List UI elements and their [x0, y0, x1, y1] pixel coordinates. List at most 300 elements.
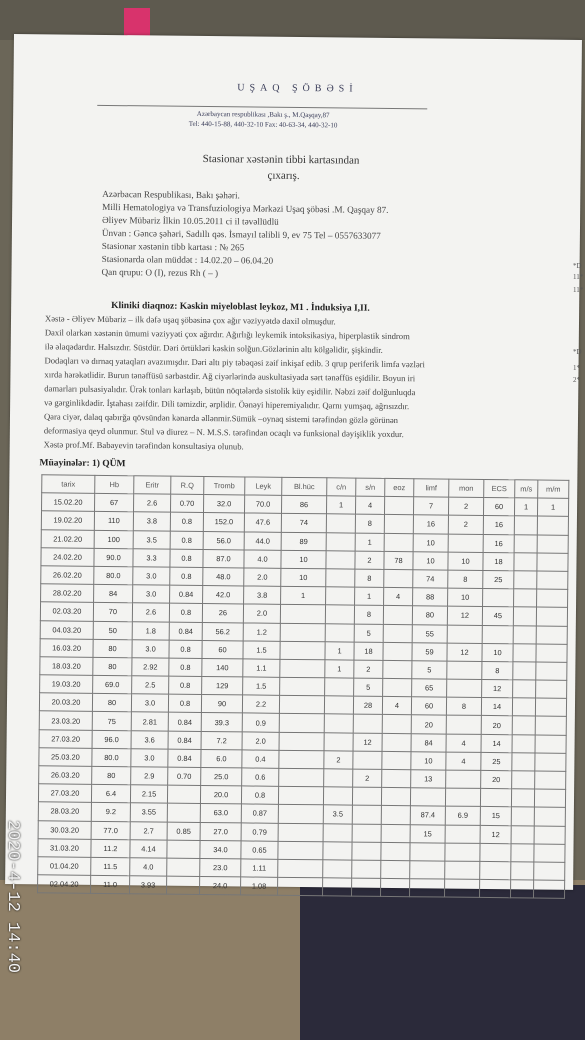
value-cell: [536, 607, 567, 626]
value-cell: [512, 734, 535, 752]
value-cell: 2: [354, 660, 383, 678]
value-cell: 3.0: [131, 749, 168, 768]
value-cell: [324, 696, 353, 714]
value-cell: 60: [202, 640, 243, 659]
value-cell: 2.7: [130, 821, 167, 840]
value-cell: [480, 843, 511, 862]
value-cell: 80.0: [94, 566, 133, 585]
value-cell: [479, 880, 510, 899]
value-cell: [381, 788, 410, 806]
value-cell: 1.08: [240, 877, 277, 896]
date-cell: 21.02.20: [41, 529, 94, 548]
value-cell: 12: [480, 825, 511, 844]
value-cell: [514, 589, 537, 607]
column-header: Leyk: [245, 477, 282, 496]
column-header: mon: [449, 479, 484, 498]
value-cell: 80: [412, 606, 447, 625]
value-cell: 0.79: [241, 822, 278, 841]
value-cell: 8: [355, 569, 384, 587]
value-cell: 23.0: [200, 858, 241, 877]
value-cell: 2: [324, 751, 353, 769]
date-cell: 26.02.20: [41, 566, 94, 585]
column-header: Bl.hüc: [282, 477, 327, 496]
value-cell: [353, 715, 382, 733]
value-cell: 2.9: [131, 767, 168, 786]
value-cell: 78: [384, 551, 413, 569]
hospital-phones: Tel: 440-15-88, 440-32-10 Fax: 40-63-34, 440-32-10: [188, 119, 338, 130]
value-cell: 1.8: [132, 621, 169, 640]
value-cell: 11.5: [91, 857, 130, 876]
value-cell: [167, 858, 200, 877]
value-cell: [536, 662, 567, 681]
value-cell: [323, 860, 352, 878]
value-cell: 12: [447, 643, 482, 662]
value-cell: [384, 497, 413, 515]
value-cell: [352, 824, 381, 842]
value-cell: [325, 605, 354, 623]
value-cell: 0.8: [168, 694, 201, 713]
value-cell: [326, 587, 355, 605]
value-cell: 16: [413, 515, 448, 534]
value-cell: 2.0: [244, 568, 281, 587]
value-cell: 4.0: [130, 858, 167, 877]
value-cell: 47.6: [244, 513, 281, 532]
value-cell: [534, 844, 565, 863]
value-cell: [410, 861, 445, 880]
history-line: xırda hərəkətlidir. Burun tənəffüsü sərbəstdir. Ağ ciyərlərində auskultasiyada sərt tənəffüs eşidilir. Boyun iri: [44, 369, 416, 384]
value-cell: 11.0: [91, 875, 130, 894]
value-cell: 16: [483, 534, 514, 553]
value-cell: 44.0: [244, 532, 281, 551]
value-cell: [536, 644, 567, 663]
value-cell: 0.8: [169, 658, 202, 677]
value-cell: 4: [446, 734, 481, 753]
stay-period-line: Stasionarda olan müddət : 14.02.20 – 06.04.20: [101, 253, 274, 266]
value-cell: [325, 623, 354, 641]
value-cell: [514, 553, 537, 571]
value-cell: [512, 698, 535, 716]
value-cell: [535, 771, 566, 790]
clinical-diagnosis: Kliniki diaqnoz: Kəskin miyeloblast leykoz, M1 . İnduksiya I,II.: [111, 301, 370, 314]
value-cell: 27.0: [200, 822, 241, 841]
value-cell: 15: [480, 807, 511, 826]
patient-name-line: Əliyev Mübariz İlkin 10.05.2011 ci il təvəllüdlü: [102, 214, 279, 227]
value-cell: [279, 750, 324, 769]
margin-note: *D: [573, 262, 582, 270]
value-cell: [447, 679, 482, 698]
value-cell: [383, 678, 412, 696]
value-cell: 0.8: [169, 640, 202, 659]
value-cell: [326, 569, 355, 587]
value-cell: 96.0: [92, 730, 131, 749]
value-cell: [511, 789, 534, 807]
column-header: s/n: [356, 478, 385, 496]
value-cell: [382, 751, 411, 769]
value-cell: [352, 805, 381, 823]
value-cell: 3.6: [131, 730, 168, 749]
value-cell: 1: [325, 660, 354, 678]
value-cell: [383, 606, 412, 624]
history-line: damarları pulsasiyalıdır. Ürək tonları karlaşıb, bütün nöqtələrdə sistolik küy eşidilir. Nəbzi zəif dolğunluqda: [44, 383, 416, 398]
value-cell: 4: [384, 588, 413, 606]
hospital-address: Azərbaycan respublikası ,Bakı ş., M.Qaşqay,87: [196, 109, 330, 120]
value-cell: 32.0: [203, 495, 244, 514]
value-cell: 16: [483, 516, 514, 535]
value-cell: [511, 843, 534, 861]
value-cell: [512, 771, 535, 789]
margin-note: 11*: [573, 273, 584, 281]
value-cell: 12: [482, 679, 513, 698]
value-cell: [447, 661, 482, 680]
value-cell: 0.87: [241, 804, 278, 823]
value-cell: [381, 842, 410, 860]
value-cell: 8: [446, 697, 481, 716]
value-cell: [326, 532, 355, 550]
value-cell: [537, 516, 568, 535]
value-cell: [511, 825, 534, 843]
value-cell: 8: [355, 514, 384, 532]
date-cell: 02.04.20: [38, 875, 91, 894]
value-cell: 4: [382, 697, 411, 715]
value-cell: [513, 680, 536, 698]
value-cell: [322, 878, 351, 896]
value-cell: [280, 659, 325, 678]
value-cell: [514, 534, 537, 552]
value-cell: 59: [412, 642, 447, 661]
column-header: R.Q: [171, 476, 204, 495]
value-cell: [535, 735, 566, 754]
value-cell: 4.0: [244, 550, 281, 569]
value-cell: 2.2: [242, 695, 279, 714]
value-cell: [537, 535, 568, 554]
value-cell: 13: [411, 770, 446, 789]
value-cell: [278, 805, 323, 824]
value-cell: [280, 677, 325, 696]
value-cell: 6.9: [445, 806, 480, 825]
value-cell: [381, 860, 410, 878]
value-cell: [511, 807, 534, 825]
value-cell: 0.8: [169, 603, 202, 622]
history-line: və gərginlikdədir. İştahası zəifdir. Dili təmizdir, ərplidir. Öənəyi hiperemiyalıdır. Qarnı yumşaq, ağrısızdır.: [44, 397, 410, 412]
value-cell: 0.84: [170, 585, 203, 604]
value-cell: [534, 789, 565, 808]
value-cell: 10: [281, 550, 326, 569]
value-cell: 110: [94, 512, 133, 531]
history-line: Xəstə prof.Mf. Babayevin tərəfindən konsultasiya olunub.: [43, 439, 244, 452]
value-cell: 25: [483, 570, 514, 589]
value-cell: 10: [448, 552, 483, 571]
value-cell: 4: [446, 752, 481, 771]
value-cell: 0.6: [242, 768, 279, 787]
value-cell: [409, 879, 444, 898]
value-cell: 10: [482, 643, 513, 662]
date-cell: 30.03.20: [38, 820, 91, 839]
value-cell: 12: [353, 733, 382, 751]
value-cell: 0.84: [168, 713, 201, 732]
value-cell: 0.8: [241, 786, 278, 805]
value-cell: 18: [354, 642, 383, 660]
value-cell: [352, 842, 381, 860]
value-cell: 90.0: [94, 548, 133, 567]
value-cell: 74: [413, 570, 448, 589]
value-cell: 10: [413, 551, 448, 570]
column-header: limf: [414, 479, 449, 498]
value-cell: 0.84: [169, 622, 202, 641]
value-cell: 0.8: [170, 549, 203, 568]
value-cell: [533, 880, 564, 899]
value-cell: [537, 553, 568, 572]
value-cell: [444, 879, 479, 898]
value-cell: 67: [95, 494, 134, 513]
value-cell: 70.0: [244, 495, 281, 514]
value-cell: 10: [413, 533, 448, 552]
value-cell: 1: [355, 533, 384, 551]
value-cell: 3.5: [133, 530, 170, 549]
value-cell: 0.8: [170, 531, 203, 550]
value-cell: [351, 878, 380, 896]
value-cell: [381, 824, 410, 842]
value-cell: 60: [411, 697, 446, 716]
value-cell: 84: [411, 733, 446, 752]
value-cell: 2: [355, 551, 384, 569]
value-cell: 0.84: [168, 749, 201, 768]
value-cell: 63.0: [200, 804, 241, 823]
value-cell: 87.4: [410, 806, 445, 825]
value-cell: [535, 698, 566, 717]
value-cell: [510, 880, 533, 898]
value-cell: 3.8: [244, 586, 281, 605]
value-cell: 2.92: [132, 658, 169, 677]
date-cell: 02.03.20: [40, 602, 93, 621]
value-cell: 3.0: [133, 567, 170, 586]
info-line: Azərbacan Respublikası, Bakı şəhəri.: [102, 188, 240, 201]
value-cell: 55: [412, 624, 447, 643]
value-cell: 84: [94, 584, 133, 603]
date-cell: 27.03.20: [38, 784, 91, 803]
value-cell: [383, 642, 412, 660]
value-cell: [324, 732, 353, 750]
value-cell: 0.4: [242, 750, 279, 769]
value-cell: 2.0: [242, 732, 279, 751]
value-cell: 20: [481, 770, 512, 789]
value-cell: 2: [448, 497, 483, 516]
value-cell: 88: [413, 588, 448, 607]
value-cell: 80: [93, 657, 132, 676]
value-cell: [279, 768, 324, 787]
value-cell: [352, 860, 381, 878]
value-cell: [514, 571, 537, 589]
value-cell: 28: [353, 696, 382, 714]
value-cell: [446, 770, 481, 789]
value-cell: 3.5: [323, 805, 352, 823]
address-line: Ünvan : Gəncə şəhəri, Sadıllı qəs. İsmayıl təlibli 9, ev 75 Tel – 0557633077: [101, 227, 381, 241]
value-cell: 14: [481, 734, 512, 753]
value-cell: 7: [413, 497, 448, 516]
value-cell: 7.2: [201, 731, 242, 750]
value-cell: 0.70: [168, 767, 201, 786]
value-cell: 1.1: [243, 659, 280, 678]
value-cell: 14: [481, 698, 512, 717]
value-cell: 26: [202, 604, 243, 623]
column-header: c/n: [327, 478, 356, 496]
value-cell: 20: [481, 716, 512, 735]
value-cell: 45: [482, 607, 513, 626]
history-line: ilə əlaqədardır. Halsızdır. Süstdür. Dəri örtükləri kəskin solğun.Gözlərinin altı kölgəlidir, şişkindir.: [44, 341, 383, 355]
value-cell: 1.2: [243, 622, 280, 641]
history-line: Dodaqları və dırnaq yataqları avazımışdır. Dəri altı piy təbəqəsi zəif inkişaf edib. 3 qrup periferik limfa vəzləri: [44, 355, 425, 370]
value-cell: 9.2: [91, 803, 130, 822]
value-cell: 8: [482, 661, 513, 680]
value-cell: 34.0: [200, 840, 241, 859]
column-header: eoz: [385, 478, 414, 496]
value-cell: 87.0: [203, 549, 244, 568]
value-cell: 3.93: [129, 876, 166, 895]
date-cell: 24.02.20: [41, 548, 94, 567]
value-cell: [512, 716, 535, 734]
value-cell: [382, 769, 411, 787]
value-cell: [480, 861, 511, 880]
pink-folder-tab: [124, 8, 150, 38]
date-cell: 01.04.20: [38, 857, 91, 876]
value-cell: 60: [483, 498, 514, 517]
value-cell: [512, 753, 535, 771]
value-cell: 75: [92, 712, 131, 731]
value-cell: 2.0: [243, 604, 280, 623]
value-cell: 10: [411, 752, 446, 771]
value-cell: 4: [355, 496, 384, 514]
value-cell: 2.15: [130, 785, 167, 804]
value-cell: [383, 624, 412, 642]
value-cell: 2.5: [132, 676, 169, 695]
value-cell: [410, 788, 445, 807]
history-line: deformasiya qeyd olunmur. Stul və diurez – N. M.S.S. tərəfindən ocaqlı və funksional dəyişiklik yoxdur.: [43, 425, 404, 440]
value-cell: 24.0: [199, 877, 240, 896]
value-cell: [513, 643, 536, 661]
value-cell: 5: [354, 678, 383, 696]
value-cell: 2: [353, 769, 382, 787]
value-cell: 56.0: [203, 531, 244, 550]
dark-fabric: [300, 885, 585, 1040]
value-cell: 18: [483, 552, 514, 571]
blood-test-table: [37, 474, 569, 899]
history-line: Qara ciyər, dalaq qabırğa qövsündən kənarda əllənmir.Sümük –oynaq sistemi tərəfindən gözlə görünən: [43, 411, 399, 426]
value-cell: 8: [448, 570, 483, 589]
date-cell: 31.03.20: [38, 839, 91, 858]
value-cell: [323, 823, 352, 841]
history-line: Daxil olarkən xəstənin ümumi vəziyyəti çox ağırdır. Ağırlığı leykemik intoksikasiya, hiperplastik sindrom: [44, 327, 410, 342]
margin-note: 2*: [573, 376, 580, 384]
date-cell: 27.03.20: [39, 729, 92, 748]
value-cell: [167, 840, 200, 859]
value-cell: [384, 515, 413, 533]
value-cell: [324, 714, 353, 732]
margin-note: 11*: [573, 286, 584, 294]
value-cell: 2: [448, 515, 483, 534]
value-cell: 6.4: [91, 785, 130, 804]
value-cell: [382, 733, 411, 751]
value-cell: 1: [325, 641, 354, 659]
value-cell: 80.0: [92, 748, 131, 767]
margin-note: 1*: [573, 364, 580, 372]
date-cell: 16.03.20: [40, 638, 93, 657]
document-title: Stasionar xəstənin tibbi kartasından: [202, 152, 360, 167]
value-cell: 1.5: [243, 641, 280, 660]
value-cell: [166, 876, 199, 895]
value-cell: 2.81: [131, 712, 168, 731]
value-cell: 20: [411, 715, 446, 734]
value-cell: 1.11: [241, 859, 278, 878]
value-cell: [279, 696, 324, 715]
value-cell: 80: [92, 694, 131, 713]
blood-group-line: Qan qrupu: O (I), rezus Rh ( – ): [101, 266, 219, 279]
value-cell: [536, 680, 567, 699]
value-cell: 0.8: [170, 567, 203, 586]
value-cell: [534, 807, 565, 826]
value-cell: [279, 732, 324, 751]
value-cell: [326, 551, 355, 569]
value-cell: 1: [537, 498, 568, 517]
value-cell: [536, 626, 567, 645]
value-cell: 25.0: [201, 767, 242, 786]
value-cell: 70: [93, 603, 132, 622]
value-cell: 48.0: [203, 567, 244, 586]
value-cell: [410, 842, 445, 861]
value-cell: 2.6: [133, 494, 170, 513]
column-header: m/m: [538, 480, 569, 499]
value-cell: [513, 662, 536, 680]
value-cell: [534, 826, 565, 845]
value-cell: [514, 516, 537, 534]
value-cell: [480, 789, 511, 808]
column-header: Eritr: [134, 476, 171, 495]
column-header: Hb: [95, 475, 134, 494]
value-cell: [446, 716, 481, 735]
value-cell: 0.65: [241, 841, 278, 860]
value-cell: [352, 787, 381, 805]
value-cell: [278, 859, 323, 878]
value-cell: [325, 678, 354, 696]
value-cell: [447, 625, 482, 644]
value-cell: 50: [93, 621, 132, 640]
value-cell: 20.0: [200, 786, 241, 805]
value-cell: [353, 751, 382, 769]
value-cell: 15: [410, 824, 445, 843]
value-cell: [445, 843, 480, 862]
examinations-label: Müayinələr: 1) QÜM: [39, 458, 126, 470]
date-cell: 25.03.20: [39, 748, 92, 767]
value-cell: 11.2: [91, 839, 130, 858]
date-cell: 19.03.20: [40, 675, 93, 694]
date-cell: 04.03.20: [40, 620, 93, 639]
value-cell: 89: [281, 532, 326, 551]
photo-timestamp: 2020-4-12 14:40: [3, 820, 22, 974]
value-cell: 3.8: [133, 512, 170, 531]
value-cell: 4.14: [130, 840, 167, 859]
value-cell: [535, 716, 566, 735]
value-cell: [278, 841, 323, 860]
value-cell: [323, 842, 352, 860]
value-cell: [537, 589, 568, 608]
document-title-line2: çıxarış.: [267, 169, 300, 182]
value-cell: [535, 753, 566, 772]
value-cell: 3.3: [133, 549, 170, 568]
value-cell: 1: [355, 587, 384, 605]
value-cell: [384, 533, 413, 551]
value-cell: 1: [281, 586, 326, 605]
medical-document-page: [5, 34, 582, 890]
date-cell: 15.02.20: [42, 493, 95, 512]
column-header: ECS: [484, 479, 515, 498]
